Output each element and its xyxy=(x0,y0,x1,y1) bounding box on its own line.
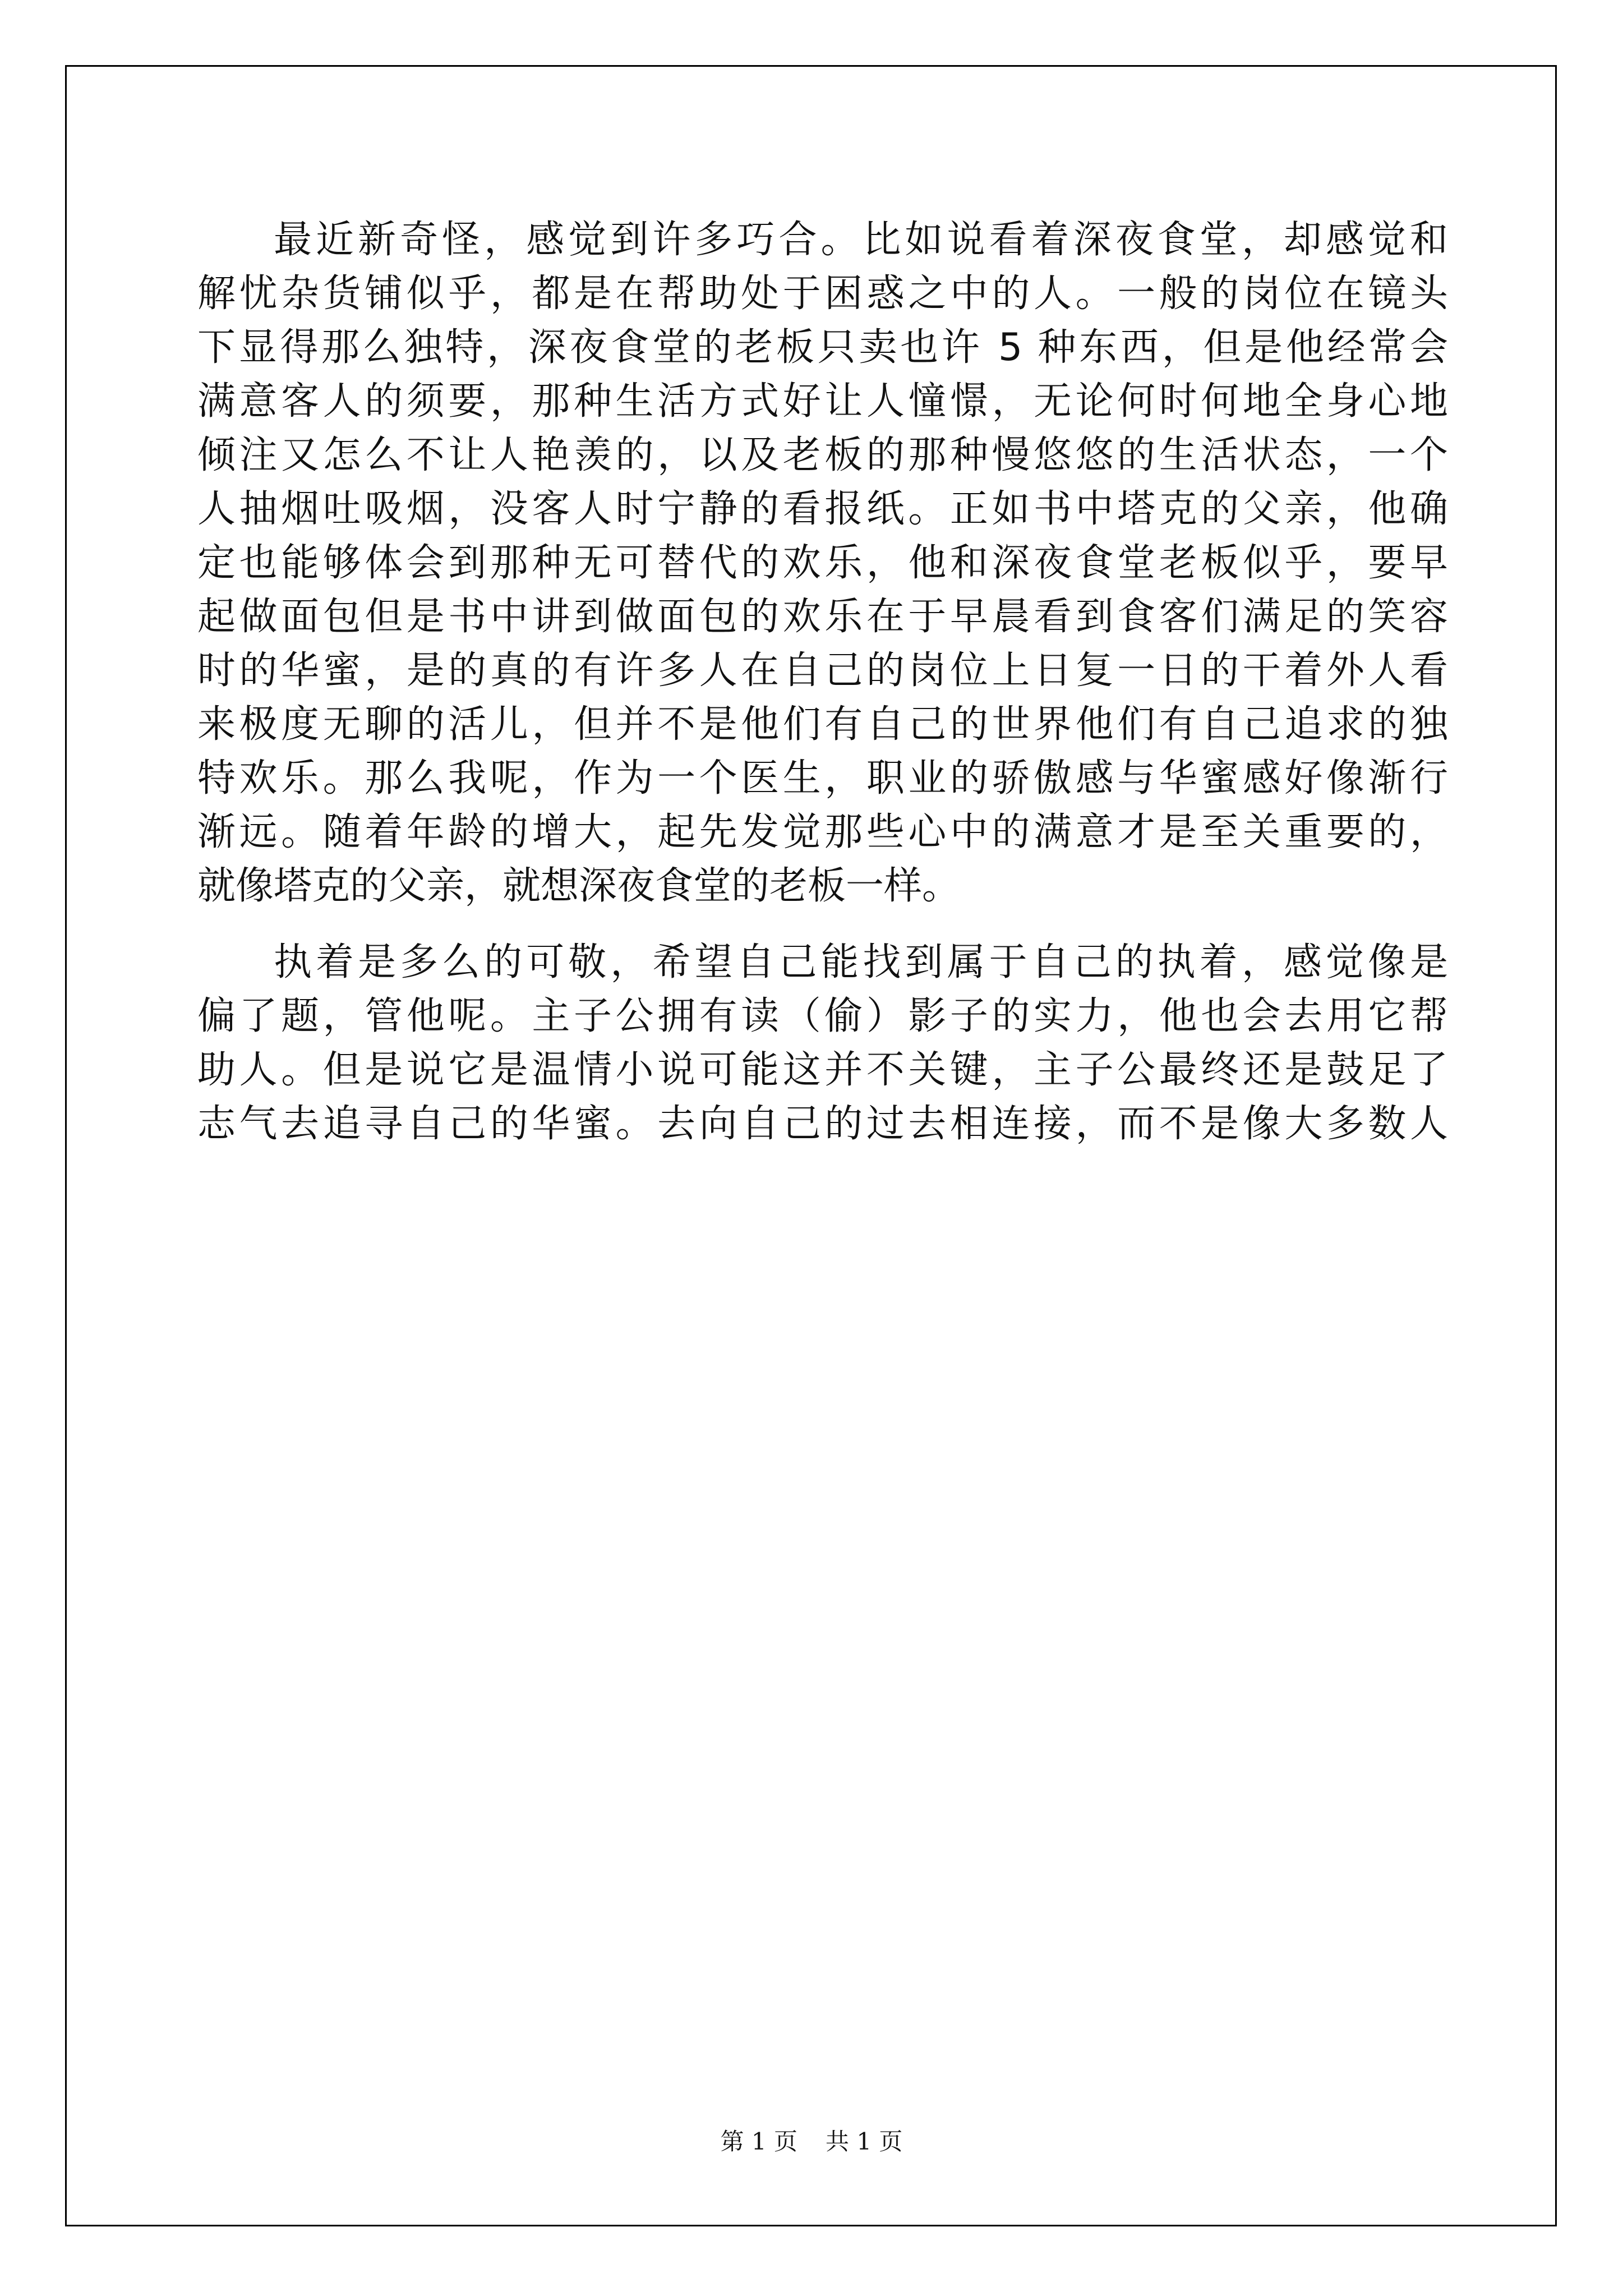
text-line: 起做面包但是书中讲到做面包的欢乐在于早晨看到食客们满足的笑容 xyxy=(197,595,1448,639)
text-line: 来极度无聊的活儿，但并不是他们有自己的世界他们有自己追求的独 xyxy=(197,702,1448,747)
page-number-current: 第 1 页 xyxy=(720,2128,797,2155)
text-line: 就像塔克的父亲，就想深夜食堂的老板一样。 xyxy=(197,864,961,908)
page-footer xyxy=(0,2123,1623,2157)
text-line: 定也能够体会到那种无可替代的欢乐，他和深夜食堂老板似乎，要早 xyxy=(197,541,1448,585)
paragraph-spacer xyxy=(197,913,1448,936)
text-line: 偏了题，管他呢。主子公拥有读（偷）影子的实力，他也会去用它帮 xyxy=(197,994,1448,1038)
page-number-total: 共 1 页 xyxy=(826,2128,903,2155)
paragraph-2 xyxy=(197,936,1448,1151)
text-line: 满意客人的须要，那种生活方式好让人憧憬，无论何时何地全身心地 xyxy=(197,379,1448,424)
text-line: 解忧杂货铺似乎，都是在帮助处于困惑之中的人。一般的岗位在镜头 xyxy=(197,272,1448,316)
text-line: 助人。但是说它是温情小说可能这并不关键，主子公最终还是鼓足了 xyxy=(197,1048,1448,1092)
text-line: 渐远。随着年龄的增大，起先发觉那些心中的满意才是至关重要的， xyxy=(197,810,1448,854)
text-line: 倾注又怎么不让人艳羡的，以及老板的那种慢悠悠的生活状态，一个 xyxy=(197,433,1448,477)
text-line: 执着是多么的可敬，希望自己能找到属于自己的执着，感觉像是 xyxy=(274,940,1448,984)
document-body xyxy=(197,213,1448,1151)
text-line: 人抽烟吐吸烟，没客人时宁静的看报纸。正如书中塔克的父亲，他确 xyxy=(197,487,1448,531)
text-line: 最近新奇怪，感觉到许多巧合。比如说看着深夜食堂，却感觉和 xyxy=(274,218,1448,262)
text-line: 特欢乐。那么我呢，作为一个医生，职业的骄傲感与华蜜感好像渐行 xyxy=(197,756,1448,800)
text-line: 下显得那么独特，深夜食堂的老板只卖也许 5 种东西，但是他经常会 xyxy=(197,325,1448,370)
paragraph-1 xyxy=(197,213,1448,913)
text-line: 时的华蜜，是的真的有许多人在自己的岗位上日复一日的干着外人看 xyxy=(197,648,1448,693)
text-line: 志气去追寻自己的华蜜。去向自己的过去相连接，而不是像大多数人 xyxy=(197,1102,1448,1146)
